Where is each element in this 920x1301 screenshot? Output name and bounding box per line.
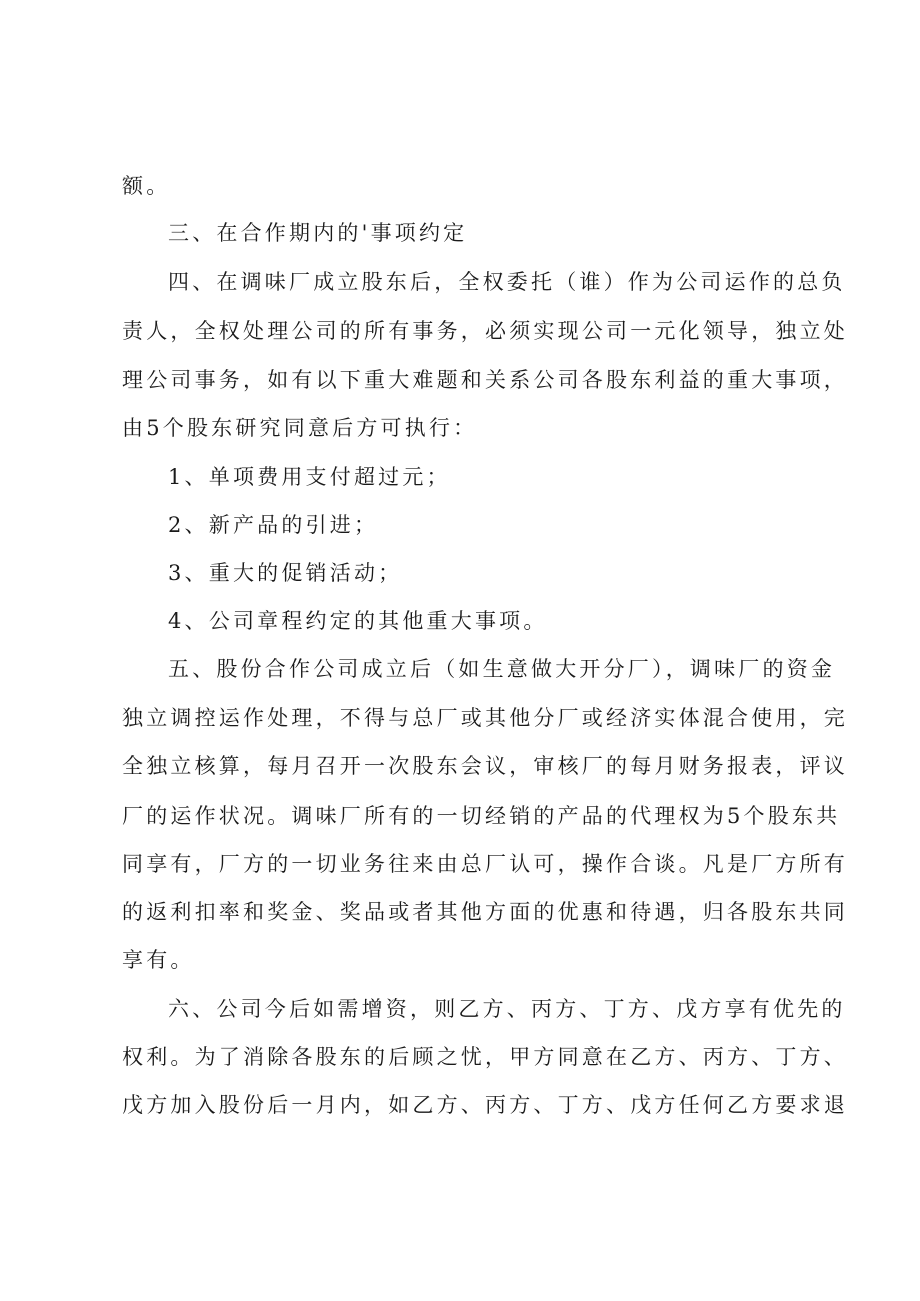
text-line: 五、股份合作公司成立后（如生意做大开分厂），调味厂的资金 <box>168 657 836 681</box>
text-line: 理公司事务，如有以下重大难题和关系公司各股东利益的重大事项， <box>122 368 848 392</box>
list-item: 4、公司章程约定的其他重大事项。 <box>168 609 548 633</box>
text-line: 全独立核算，每月召开一次股东会议，审核厂的每月财务报表，评议 <box>122 754 848 778</box>
text-line: 同享有，厂方的一切业务往来由总厂认可，操作合谈。凡是厂方所有 <box>122 852 848 876</box>
list-item: 2、新产品的引进； <box>168 513 379 537</box>
text-line: 厂的运作状况。调味厂所有的一切经销的产品的代理权为5个股东共 <box>122 804 841 828</box>
text-line: 独立调控运作处理，不得与总厂或其他分厂或经济实体混合使用，完 <box>122 706 848 730</box>
list-item: 1、单项费用支付超过元； <box>168 465 451 489</box>
text-line: 由5个股东研究同意后方可执行： <box>122 416 478 440</box>
text-line: 的返利扣率和奖金、奖品或者其他方面的优惠和待遇，归各股东共同 <box>122 900 848 924</box>
list-item: 3、重大的促销活动； <box>168 561 403 585</box>
section-heading: 三、在合作期内的'事项约定 <box>168 221 468 245</box>
text-line: 额。 <box>122 174 171 198</box>
text-line: 戊方加入股份后一月内，如乙方、丙方、丁方、戊方任何乙方要求退 <box>122 1093 848 1117</box>
text-line: 享有。 <box>122 948 195 972</box>
text-line: 责人，全权处理公司的所有事务，必须实现公司一元化领导，独立处 <box>122 319 848 343</box>
text-line: 六、公司今后如需增资，则乙方、丙方、丁方、戊方享有优先的 <box>168 997 846 1021</box>
text-line: 四、在调味厂成立股东后，全权委托（谁）作为公司运作的总负 <box>168 270 846 294</box>
text-line: 权利。为了消除各股东的后顾之忧，甲方同意在乙方、丙方、丁方、 <box>122 1045 848 1069</box>
